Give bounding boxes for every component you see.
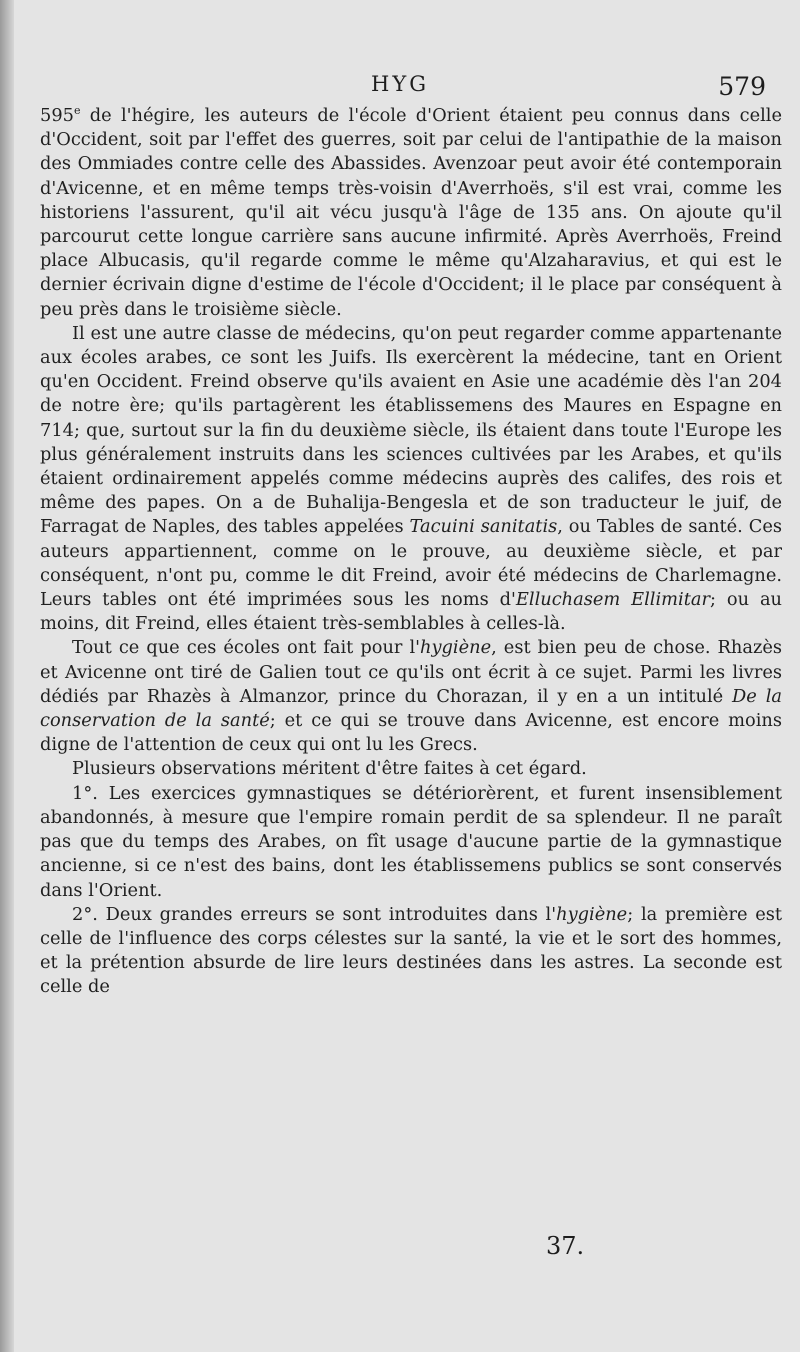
paragraph-2-text-a: Il est une autre classe de médecins, qu'on peut regarder comme appartenante aux écoles arabes, ce sont les Juifs. Ils exercèrent la médecine, tant en Orient qu'en Occident. Freind observe qu'ils avaient en Asie une académie dès l'an 204 de notre ère; qu'ils partagèrent les établissemens des Maures en Espagne en 714; que, surtout sur la fin du deuxième siècle, ils étaient dans toute l'Europe les plus généralement instruits dans les sciences cultivées par les Arabes, et qu'ils étaient ordinairement appelés comme médecins auprès des califes, des rois et même des papes. On a de Buhalija-Bengesla et de son traducteur le juif, de Farragat de Naples, des tables appelées: [40, 322, 782, 538]
paragraph-2-italic-a: Tacuini sanitatis: [409, 516, 558, 538]
paragraph-3: [40, 636, 782, 757]
paragraph-5-text: 1°. Les exercices gymnastiques se détériorèrent, et furent insensiblement abandonnés, à mesure que l'empire romain perdit de sa splendeur. Il ne paraît pas que du temps des Arabes, on fît usage d'aucune partie de la gymnastique ancienne, si ce n'est des bains, dont les établissemens publics se sont conservés dans l'Orient.: [40, 782, 782, 901]
paragraph-2-text-b: , ou Tables de santé. Ces auteurs appartiennent, comme on le prouve, au deuxième siècle, et par conséquent, n'ont pu, comme le dit Freind, avoir été médecins de Charlemagne. Leurs tables ont été imprimées sous les noms d': [40, 516, 782, 611]
paragraph-3-text-c: ; et ce qui se trouve dans Avicenne, est encore moins digne de l'attention de ceux qui ont lu les Grecs.: [40, 710, 782, 756]
signature-mark: 37.: [546, 1232, 585, 1260]
body-text: [40, 104, 782, 1000]
paragraph-4: [40, 757, 782, 781]
paragraph-6: [40, 903, 782, 1000]
running-head: HYG: [371, 72, 429, 96]
paragraph-6-text-b: ; la première est celle de l'influence des corps célestes sur la santé, la vie et le sort des hommes, et la prétention absurde de lire leurs destinées dans les astres. La seconde est celle de: [40, 903, 783, 998]
paragraph-2-italic-b: Elluchasem Ellimitar: [515, 589, 710, 611]
paragraph-1: [40, 104, 782, 322]
paragraph-5: [40, 782, 782, 903]
paragraph-2: [40, 322, 782, 637]
page-header: [0, 70, 800, 106]
paragraph-3-text-b: , est bien peu de chose. Rhazès et Avicenne ont tiré de Galien tout ce qu'ils ont écrit à ce sujet. Parmi les livres dédiés par Rhazès à Almanzor, prince du Chorazan, il y en a un intitulé: [40, 637, 782, 707]
paragraph-2-text-c: ; ou au moins, dit Freind, elles étaient très-semblables à celles-là.: [40, 589, 782, 635]
paragraph-3-italic-a: hygiène: [420, 637, 492, 659]
paragraph-6-italic-a: hygiène: [556, 903, 628, 925]
paragraph-3-italic-b: De la conservation de la santé: [40, 685, 782, 732]
paragraph-3-text-a: Tout ce que ces écoles ont fait pour l': [72, 637, 421, 659]
paragraph-1-text: de l'hégire, les auteurs de l'école d'Orient étaient peu connus dans celle d'Occident, soit par l'effet des guerres, soit par celui de l'antipathie de la maison des Ommiades contre celle des Abassides. Avenzoar peut avoir été contemporain d'Avicenne, et en même temps très-voisin d'Averrhoës, s'il est vrai, comme les historiens l'assurent, qu'il ait vécu jusqu'à l'âge de 135 ans. On ajoute qu'il parcourut cette longue carrière sans aucune infirmité. Après Averrhoës, Freind place Albucasis, qu'il regarde comme le même qu'Alzaharavius, et qui est le dernier écrivain digne d'estime de l'école d'Occident; il le place par conséquent à peu près dans le troisième siècle.: [40, 105, 782, 320]
page-number: 579: [718, 72, 766, 101]
paragraph-1-superscript: e: [73, 104, 81, 118]
paragraph-6-text-a: 2°. Deux grandes erreurs se sont introduites dans l': [72, 903, 557, 925]
paragraph-4-text: Plusieurs observations méritent d'être faites à cet égard.: [72, 758, 587, 780]
paragraph-1-lead: 595: [40, 105, 74, 126]
